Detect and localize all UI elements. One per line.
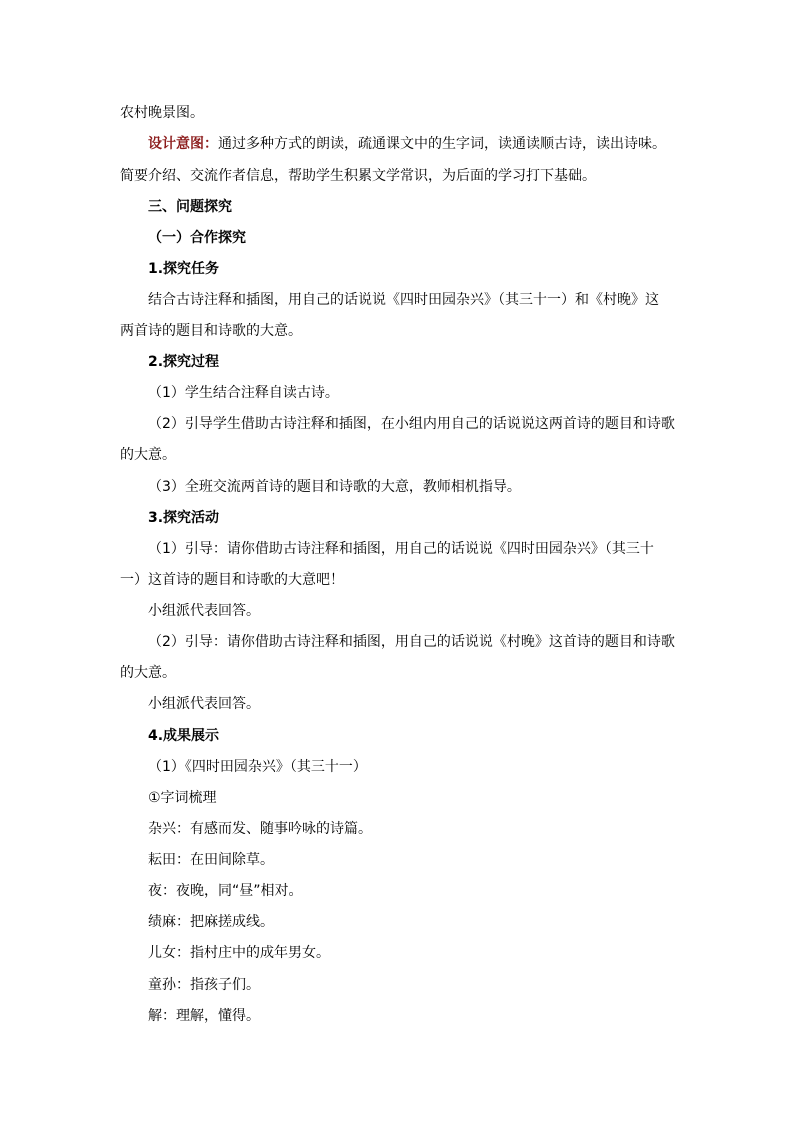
subsection-heading: （一）合作探究 <box>148 230 246 246</box>
text-line: （1）《四时田园杂兴》（其三十一） <box>148 759 367 775</box>
text-line: 一）这首诗的题目和诗歌的大意吧！ <box>120 572 344 588</box>
item-heading: 3.探究活动 <box>148 510 220 526</box>
section-heading: 三、问题探究 <box>148 199 232 215</box>
text-line: （2）引导：请你借助古诗注释和插图，用自己的话说说《村晚》这首诗的题目和诗歌 <box>148 634 675 650</box>
design-intent-line <box>148 134 700 154</box>
text-line: 农村晚景图。 <box>120 105 204 121</box>
text-line: 两首诗的题目和诗歌的大意。 <box>120 323 302 339</box>
text-line: （1）引导：请你借助古诗注释和插图，用自己的话说说《四时田园杂兴》（其三十 <box>148 541 654 557</box>
text-line: （1）学生结合注释自读古诗。 <box>148 385 339 401</box>
text-line: 绩麻：把麻搓成线。 <box>148 914 274 930</box>
text-line: 的大意。 <box>120 665 176 681</box>
text-line: 杂兴：有感而发、随事吟咏的诗篇。 <box>148 821 372 837</box>
text-line: （3）全班交流两首诗的题目和诗歌的大意，教师相机指导。 <box>148 479 521 495</box>
text-line: 解：理解，懂得。 <box>148 1008 260 1024</box>
text-line: 的大意。 <box>120 447 176 463</box>
item-heading: 1.探究任务 <box>148 261 220 277</box>
text-line: 小组派代表回答。 <box>148 603 260 619</box>
design-intent-label: 设计意图： <box>148 136 218 152</box>
text-line: 儿女：指村庄中的成年男女。 <box>148 945 330 961</box>
item-heading: 4.成果展示 <box>148 728 220 744</box>
text-line: 耘田：在田间除草。 <box>148 852 274 868</box>
text-line: 小组派代表回答。 <box>148 696 260 712</box>
text-line: 童孙：指孩子们。 <box>148 977 260 993</box>
design-intent-text: 通过多种方式的朗读，疏通课文中的生字词，读通读顺古诗，读出诗味。 <box>218 136 666 152</box>
text-line: 简要介绍、交流作者信息，帮助学生积累文学常识，为后面的学习打下基础。 <box>120 168 596 184</box>
text-line: ①字词梳理 <box>148 790 217 806</box>
text-line: （2）引导学生借助古诗注释和插图，在小组内用自己的话说说这两首诗的题目和诗歌 <box>148 416 675 432</box>
text-line: 夜：夜晚，同“昼”相对。 <box>148 883 303 899</box>
text-line: 结合古诗注释和插图，用自己的话说说《四时田园杂兴》（其三十一）和《村晚》这 <box>148 292 659 308</box>
item-heading: 2.探究过程 <box>148 354 220 370</box>
